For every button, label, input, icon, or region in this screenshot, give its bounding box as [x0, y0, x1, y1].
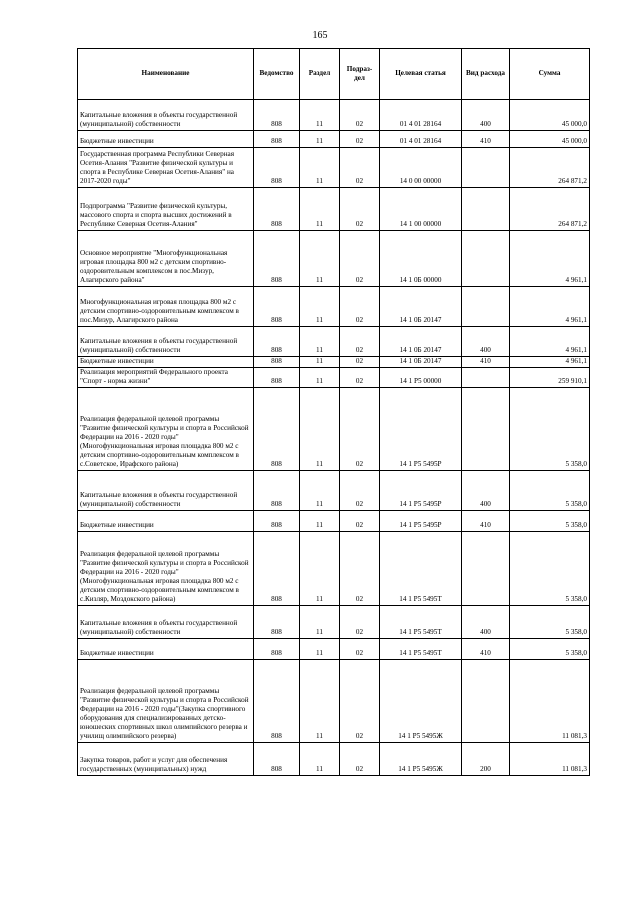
cell-type: [462, 148, 510, 188]
cell-subsection: 02: [340, 231, 380, 287]
cell-sum: 264 871,2: [510, 148, 590, 188]
cell-type: 410: [462, 511, 510, 532]
cell-type: 200: [462, 743, 510, 776]
table-row: [78, 368, 590, 388]
page-number: 165: [312, 30, 328, 41]
cell-name: Реализация мероприятий Федерального проекта "Спорт - норма жизни": [78, 368, 254, 388]
cell-subsection: 02: [340, 606, 380, 639]
table-row: [78, 606, 590, 639]
cell-target: 14 1 0Б 20147: [380, 357, 462, 368]
cell-sum: 5 358,0: [510, 388, 590, 471]
header-sum: Сумма: [510, 49, 590, 100]
header-name: Наименование: [78, 49, 254, 100]
cell-section: 11: [300, 660, 340, 743]
cell-sum: 4 961,1: [510, 327, 590, 357]
cell-type: [462, 532, 510, 606]
cell-section: 11: [300, 188, 340, 231]
table-row: [78, 388, 590, 471]
cell-name: Основное мероприятие "Многофункциональная игровая площадка 800 м2 с детским спортивно-оздоровительным комплексом в пос.Мизур, Алагирского района": [78, 231, 254, 287]
cell-target: 14 1 P5 5495P: [380, 511, 462, 532]
cell-dept: 808: [254, 148, 300, 188]
cell-section: 11: [300, 100, 340, 131]
cell-section: 11: [300, 471, 340, 511]
cell-target: 14 1 00 00000: [380, 188, 462, 231]
cell-type: [462, 287, 510, 327]
cell-target: 14 1 0Б 20147: [380, 327, 462, 357]
cell-subsection: 02: [340, 148, 380, 188]
cell-target: 01 4 01 28164: [380, 131, 462, 148]
header-section: Раздел: [300, 49, 340, 100]
cell-target: 14 1 P5 5495Ж: [380, 660, 462, 743]
cell-sum: 5 358,0: [510, 532, 590, 606]
cell-target: 14 1 P5 5495T: [380, 532, 462, 606]
cell-type: [462, 188, 510, 231]
table-row: [78, 287, 590, 327]
cell-dept: 808: [254, 188, 300, 231]
cell-name: Капитальные вложения в объекты государственной (муниципальной) собственности: [78, 471, 254, 511]
cell-subsection: 02: [340, 511, 380, 532]
cell-dept: 808: [254, 388, 300, 471]
cell-dept: 808: [254, 532, 300, 606]
cell-dept: 808: [254, 639, 300, 660]
cell-sum: 259 910,1: [510, 368, 590, 388]
cell-name: Реализация федеральной целевой программы "Развитие физической культуры и спорта в Российской Федерации на 2016 - 2020 годы"(Закупка спортивного оборудования для специализированных детско-юношеских спортивных школ олимпийского резерва и училищ олимпийского резерва): [78, 660, 254, 743]
cell-target: 14 1 P5 00000: [380, 368, 462, 388]
cell-sum: 5 358,0: [510, 471, 590, 511]
header-subsection: Подраз-дел: [340, 49, 380, 100]
cell-subsection: 02: [340, 388, 380, 471]
cell-name: Бюджетные инвестиции: [78, 511, 254, 532]
table-row: [78, 231, 590, 287]
cell-sum: 5 358,0: [510, 511, 590, 532]
cell-section: 11: [300, 131, 340, 148]
cell-subsection: 02: [340, 532, 380, 606]
table-row: [78, 532, 590, 606]
cell-section: 11: [300, 532, 340, 606]
cell-target: 14 1 0Б 00000: [380, 231, 462, 287]
cell-subsection: 02: [340, 327, 380, 357]
cell-dept: 808: [254, 660, 300, 743]
cell-dept: 808: [254, 100, 300, 131]
header-type: Вид расхода: [462, 49, 510, 100]
table-row: [78, 357, 590, 368]
cell-target: 14 1 P5 5495T: [380, 639, 462, 660]
cell-section: 11: [300, 357, 340, 368]
cell-target: 14 1 P5 5495P: [380, 471, 462, 511]
cell-subsection: 02: [340, 743, 380, 776]
cell-name: Бюджетные инвестиции: [78, 131, 254, 148]
cell-subsection: 02: [340, 368, 380, 388]
cell-dept: 808: [254, 231, 300, 287]
cell-dept: 808: [254, 287, 300, 327]
table-row: [78, 100, 590, 131]
cell-sum: 5 358,0: [510, 606, 590, 639]
cell-sum: 11 081,3: [510, 743, 590, 776]
cell-section: 11: [300, 743, 340, 776]
cell-sum: 4 961,1: [510, 231, 590, 287]
cell-dept: 808: [254, 471, 300, 511]
cell-subsection: 02: [340, 471, 380, 511]
cell-type: [462, 231, 510, 287]
cell-subsection: 02: [340, 287, 380, 327]
cell-dept: 808: [254, 511, 300, 532]
cell-section: 11: [300, 148, 340, 188]
cell-section: 11: [300, 287, 340, 327]
cell-name: Капитальные вложения в объекты государственной (муниципальной) собственности: [78, 606, 254, 639]
table-row: [78, 188, 590, 231]
cell-section: 11: [300, 368, 340, 388]
cell-name: Реализация федеральной целевой программы "Развитие физической культуры и спорта в Российской Федерации на 2016 - 2020 годы"(Многофункциональная игровая площадка 800 м2 с детским спортивно-оздоровительным комплексом в с.Кизляр, Моздокского района): [78, 532, 254, 606]
cell-type: 410: [462, 131, 510, 148]
cell-subsection: 02: [340, 100, 380, 131]
cell-type: 400: [462, 606, 510, 639]
cell-subsection: 02: [340, 639, 380, 660]
cell-target: 14 1 0Б 20147: [380, 287, 462, 327]
cell-target: 14 1 P5 5495P: [380, 388, 462, 471]
table-row: [78, 660, 590, 743]
cell-dept: 808: [254, 743, 300, 776]
cell-sum: 5 358,0: [510, 639, 590, 660]
cell-dept: 808: [254, 327, 300, 357]
table-row: [78, 511, 590, 532]
cell-name: Реализация федеральной целевой программы "Развитие физической культуры и спорта в Российской Федерации на 2016 - 2020 годы"(Многофункциональная игровая площадка 800 м2 с детским спортивно-оздоровительным комплексом в с.Советское, Ирафского района): [78, 388, 254, 471]
cell-subsection: 02: [340, 131, 380, 148]
table-row: [78, 327, 590, 357]
cell-sum: 45 000,0: [510, 131, 590, 148]
cell-name: Капитальные вложения в объекты государственной (муниципальной) собственности: [78, 327, 254, 357]
cell-sum: 4 961,1: [510, 287, 590, 327]
cell-type: 400: [462, 471, 510, 511]
cell-dept: 808: [254, 131, 300, 148]
cell-type: 400: [462, 327, 510, 357]
table-header: [78, 49, 590, 100]
cell-section: 11: [300, 606, 340, 639]
cell-type: 410: [462, 639, 510, 660]
header-target: Целевая статья: [380, 49, 462, 100]
cell-name: Закупка товаров, работ и услуг для обеспечения государственных (муниципальных) нужд: [78, 743, 254, 776]
cell-type: [462, 368, 510, 388]
table-row: [78, 743, 590, 776]
cell-dept: 808: [254, 368, 300, 388]
cell-type: [462, 660, 510, 743]
cell-subsection: 02: [340, 188, 380, 231]
cell-sum: 45 000,0: [510, 100, 590, 131]
cell-name: Капитальные вложения в объекты государственной (муниципальной) собственности: [78, 100, 254, 131]
cell-type: 400: [462, 100, 510, 131]
cell-name: Подпрограмма "Развитие физической культуры, массового спорта и спорта высших достижений в Республике Северная Осетия-Алания": [78, 188, 254, 231]
cell-section: 11: [300, 327, 340, 357]
cell-type: 410: [462, 357, 510, 368]
table-body: [78, 100, 590, 776]
table-row: [78, 471, 590, 511]
cell-target: 01 4 01 28164: [380, 100, 462, 131]
header-dept: Ведомство: [254, 49, 300, 100]
cell-section: 11: [300, 388, 340, 471]
cell-sum: 4 961,1: [510, 357, 590, 368]
table-row: [78, 639, 590, 660]
cell-sum: 11 081,3: [510, 660, 590, 743]
table-row: [78, 131, 590, 148]
table-row: [78, 148, 590, 188]
cell-section: 11: [300, 231, 340, 287]
cell-target: 14 1 P5 5495T: [380, 606, 462, 639]
cell-sum: 264 871,2: [510, 188, 590, 231]
cell-type: [462, 388, 510, 471]
cell-name: Бюджетные инвестиции: [78, 639, 254, 660]
cell-subsection: 02: [340, 357, 380, 368]
cell-name: Бюджетные инвестиции: [78, 357, 254, 368]
cell-name: Государственная программа Республики Северная Осетия-Алания "Развитие физической культуры и спорта в Республике Северная Осетия-Алания" на 2017-2020 годы": [78, 148, 254, 188]
cell-dept: 808: [254, 606, 300, 639]
cell-target: 14 1 P5 5495Ж: [380, 743, 462, 776]
cell-dept: 808: [254, 357, 300, 368]
cell-section: 11: [300, 511, 340, 532]
cell-subsection: 02: [340, 660, 380, 743]
cell-name: Многофункциональная игровая площадка 800 м2 с детским спортивно-оздоровительным комплексом в пос.Мизур, Алагирского района: [78, 287, 254, 327]
cell-target: 14 0 00 00000: [380, 148, 462, 188]
budget-table: [77, 48, 590, 776]
cell-section: 11: [300, 639, 340, 660]
